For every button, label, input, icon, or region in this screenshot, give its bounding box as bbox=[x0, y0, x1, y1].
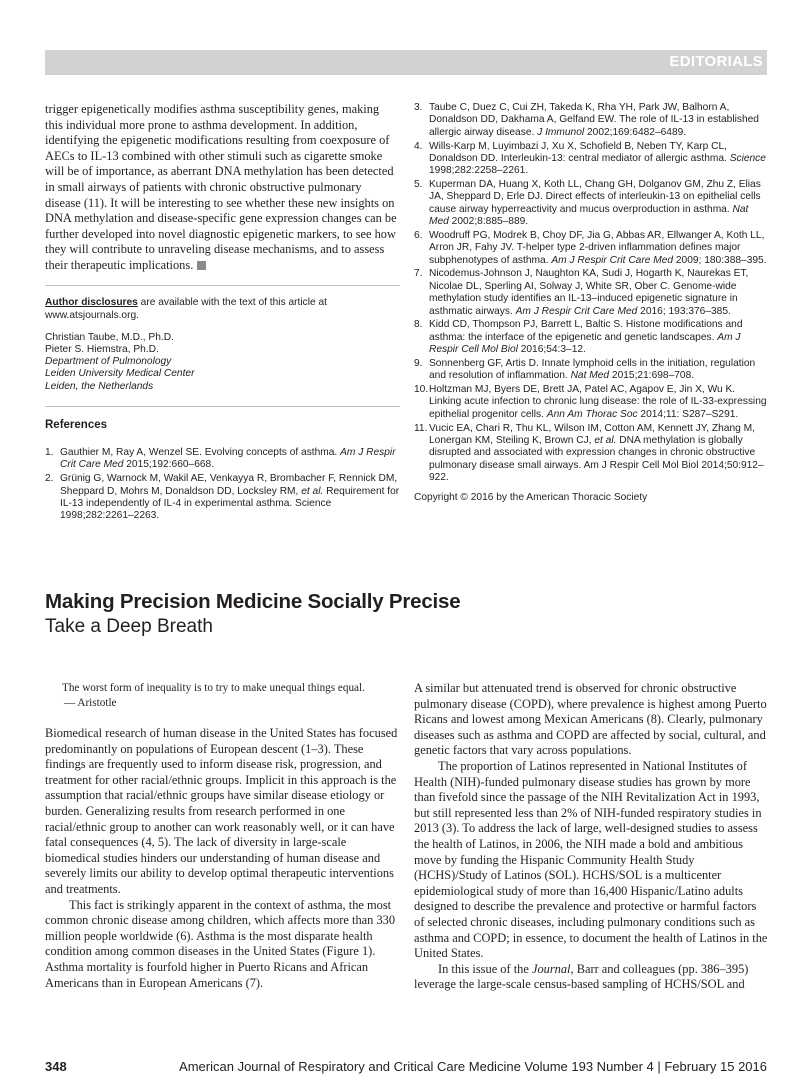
reference-text bbox=[429, 319, 743, 355]
reference-number: 10. bbox=[414, 384, 429, 396]
reference-details: DNA methylation is globally disrupted and associated with expression changes in chronic obstructive pulmonary disease small airways. Am J Respir Cell Mol Biol 2014;50:912–922. bbox=[429, 434, 764, 483]
reference-details: 2016; 193:376–385. bbox=[637, 305, 731, 317]
article-paragraph: A similar but attenuated trend is observed for chronic obstructive pulmonary disease (COPD), where prevalence is highest among Puerto Ricans and lowest among Mexican Americans (8). Clearly, pulmonary diseases such as asthma and COPD are affected by social, cultural, and genetic factors that vary across populations. bbox=[414, 681, 767, 758]
reference-authors-title: Kidd CD, Thompson PJ, Barrett L, Baltic S. Histone modifications and asthma: the interface of the epigenetic and genetic landscapes. bbox=[429, 319, 743, 343]
reference-item bbox=[414, 141, 769, 178]
reference-text bbox=[429, 179, 761, 227]
reference-authors-title: Wills-Karp M, Luyimbazi J, Xu X, Schofield B, Neben TY, Karp CL, Donaldson DD. Interleukin-13: central mediator of allergic asthma. bbox=[429, 140, 730, 164]
reference-number: 8. bbox=[414, 319, 423, 331]
journal-citation: American Journal of Respiratory and Critical Care Medicine Volume 193 Number 4 | February 15 2016 bbox=[179, 1059, 767, 1074]
reference-journal: Ann Am Thorac Soc bbox=[546, 408, 638, 420]
article-right-column bbox=[414, 681, 769, 993]
reference-details: 2014;11: S287–S291. bbox=[637, 408, 739, 420]
reference-details: 2015;192:660–668. bbox=[123, 459, 215, 471]
reference-journal: et al. bbox=[594, 434, 617, 446]
reference-details: Requirement for IL-13 independently of IL-4 in experimental asthma. Science 1998;282:2261–2263. bbox=[60, 485, 400, 522]
reference-authors-title: Gauthier M, Ray A, Wenzel SE. Evolving concepts of asthma. bbox=[60, 447, 341, 459]
reference-details: 1998;282:2258–2261. bbox=[429, 165, 529, 177]
reference-item bbox=[414, 384, 769, 421]
reference-item bbox=[414, 358, 769, 383]
reference-item bbox=[414, 423, 769, 485]
reference-text bbox=[429, 384, 767, 420]
reference-authors-title: Sonnenberg GF, Artis D. Innate lymphoid cells in the initiation, regulation and resolution of inflammation. bbox=[429, 357, 756, 382]
reference-journal: Am J Respir Crit Care Med bbox=[515, 305, 638, 317]
author-name: Christian Taube, M.D., Ph.D. bbox=[45, 331, 174, 343]
reference-number: 3. bbox=[414, 102, 423, 113]
reference-details: 2002;169:6482–6489. bbox=[584, 126, 687, 138]
reference-journal: Am J Respir Cell Mol Biol bbox=[429, 331, 741, 356]
article-paragraph: This fact is strikingly apparent in the context of asthma, the most common chronic disease among children, which affects more than 330 million people worldwide (6). Asthma is the most disparate health condition among common diseases in the United States (Figure 1). Asthma mortality is fourfold higher in Puerto Ricans and African Americans than in European Americans (7). bbox=[45, 897, 396, 990]
references-heading: References bbox=[45, 419, 108, 432]
reference-journal: Nat Med bbox=[429, 203, 749, 228]
article-paragraph bbox=[414, 962, 769, 993]
reference-journal: Am J Respir Crit Care Med bbox=[551, 254, 674, 266]
closing-paragraph bbox=[45, 102, 400, 274]
reference-details: 2015;21:698–708. bbox=[609, 370, 695, 382]
reference-text bbox=[60, 447, 396, 470]
author-institution: Leiden University Medical Center bbox=[45, 368, 195, 380]
epigraph-quote: The worst form of inequality is to try to make unequal things equal. bbox=[62, 682, 365, 694]
reference-authors-title: Vucic EA, Chari R, Thu KL, Wilson IM, Cotton AM, Kennett JY, Zhang M, Lonergan KM, Steiling K, Brown CJ, bbox=[429, 422, 755, 446]
article-paragraph: The proportion of Latinos represented in National Institutes of Health (NIH)-funded pulmonary disease studies has grown by more than fivefold since the passage of the NIH Revitalization Act in 1993, but still represented less than 2% of NIH-funded respiratory studies in 2013 (3). To address the lack of large, well-designed studies to assess the health of Latinos, in 2006, the NIH made a bold and ambitious move by funding the Hispanic Community Health Study (HCHS)/Study of Latinos (SOL). HCHS/SOL is a multicenter epidemiological study of more than 16,400 Hispanic/Latino adults designed to describe the prevalence and protective or harmful factors of selected chronic diseases, including pulmonary conditions such as asthma and COPD; in essence, to document the health of Latinos in the United States. bbox=[414, 758, 768, 961]
reference-item bbox=[414, 268, 769, 317]
author-department: Department of Pulmonology bbox=[45, 356, 172, 368]
end-of-article-marker bbox=[197, 261, 206, 270]
reference-number: 11. bbox=[414, 422, 428, 434]
reference-details: 2009; 180:388–395. bbox=[673, 254, 767, 266]
journal-name: Journal bbox=[531, 961, 571, 976]
reference-number: 4. bbox=[414, 140, 423, 152]
reference-number: 6. bbox=[414, 229, 423, 241]
article-title: Making Precision Medicine Socially Precise bbox=[45, 590, 461, 613]
reference-item bbox=[45, 447, 400, 472]
reference-text bbox=[429, 423, 764, 483]
top-left-column bbox=[45, 102, 400, 524]
author-block bbox=[45, 332, 400, 393]
reference-number: 5. bbox=[414, 179, 423, 191]
section-header-band bbox=[45, 50, 767, 75]
reference-journal: Science bbox=[729, 152, 766, 164]
closing-paragraph-text: trigger epigenetically modifies asthma susceptibility genes, making this individual more prone to asthma development. In addition, identifying the epigenetic modifications resulting from coexposure of AECs to IL-13 combined with other stimuli such as cigarette smoke will be of importance, as aberrant DNA methylation has been detected in small airways of patients with chronic obstructive pulmonary disease (11). It will be interesting to see whether these new insights on DNA methylation and disease-specific gene expression changes can be further developed into novel diagnostic epigenetic markers, to see how they will contribute to unraveling disease mechanisms, and to assess their therapeutic implications. bbox=[45, 102, 397, 272]
reference-text bbox=[429, 268, 748, 316]
reference-text bbox=[429, 358, 755, 381]
divider bbox=[45, 285, 400, 286]
reference-authors-title: Holtzman MJ, Byers DE, Brett JA, Patel AC, Agapov E, Jin X, Wu K. Linking acute infection to chronic lung disease: the role of IL-33-expressing epithelial progenitor cells. bbox=[429, 384, 767, 420]
section-label: EDITORIALS bbox=[669, 53, 763, 70]
reference-authors-title: Grünig G, Warnock M, Wakil AE, Venkayya R, Brombacher F, Rennick DM, Sheppard D, Mohrs M, Donaldson DD, Locksley RM, bbox=[60, 473, 398, 497]
reference-journal: J Immunol bbox=[537, 126, 585, 138]
divider bbox=[45, 406, 400, 407]
reference-number: 2. bbox=[45, 473, 54, 485]
reference-number: 9. bbox=[414, 357, 423, 369]
epigraph-author: — Aristotle bbox=[64, 697, 117, 709]
page-footer bbox=[45, 1059, 767, 1077]
author-disclosures-text: are available with the text of this article at www.atsjournals.org. bbox=[45, 296, 327, 321]
top-right-column bbox=[414, 102, 769, 503]
reference-authors-title: Nicodemus-Johnson J, Naughton KA, Sudi J, Hogarth K, Naurekas ET, Nicolae DL, Sperling AI, Solway J, White SR, Ober C. Genome-wide methylation study identifies an IL-13–induced epigenetic signature in asthmatic airways. bbox=[429, 268, 749, 317]
reference-item bbox=[45, 473, 400, 522]
page-number: 348 bbox=[45, 1059, 67, 1074]
reference-list-left bbox=[45, 447, 400, 523]
reference-authors-title: Woodruff PG, Modrek B, Choy DF, Jia G, Abbas AR, Ellwanger A, Koth LL, Arron JR, Fahy JV. T-helper type 2-driven inflammation defines major subphenotypes of asthma. bbox=[429, 229, 765, 266]
reference-item bbox=[414, 230, 769, 267]
epigraph bbox=[62, 681, 402, 711]
reference-item bbox=[414, 179, 769, 228]
author-disclosures-link[interactable]: Author disclosures bbox=[45, 296, 138, 308]
reference-list-right bbox=[414, 102, 769, 484]
reference-details: 2002;8:885–889. bbox=[448, 216, 529, 228]
reference-number: 1. bbox=[45, 447, 54, 459]
reference-journal: Nat Med bbox=[570, 370, 610, 382]
reference-text bbox=[429, 141, 766, 177]
reference-authors-title: Kuperman DA, Huang X, Koth LL, Chang GH, Dolganov GM, Zhu Z, Elias JA, Sheppard D, Erle DJ. Direct effects of interleukin-13 on epithelial cells cause airway hyperreactivity and mucus overproduction in asthma. bbox=[429, 179, 761, 215]
author-disclosures bbox=[45, 296, 400, 322]
reference-text bbox=[429, 102, 759, 138]
reference-authors-title: Taube C, Duez C, Cui ZH, Takeda K, Rha YH, Park JW, Balhorn A, Donaldson DD, Dakhama A, Gelfand EW. The role of IL-13 in established allergic airway disease. bbox=[429, 102, 759, 138]
article-left-column bbox=[45, 726, 400, 991]
copyright: Copyright © 2016 by the American Thoracic Society bbox=[414, 492, 648, 504]
reference-number: 7. bbox=[414, 268, 423, 280]
article-subtitle: Take a Deep Breath bbox=[45, 616, 213, 637]
reference-journal: Am J Respir Crit Care Med bbox=[60, 447, 396, 471]
reference-details: 2016;54:3–12. bbox=[517, 344, 586, 356]
reference-item bbox=[414, 102, 769, 139]
reference-text bbox=[60, 473, 399, 521]
reference-journal: et al. bbox=[301, 485, 324, 497]
author-city: Leiden, the Netherlands bbox=[45, 380, 154, 392]
reference-text bbox=[429, 230, 767, 266]
author-name: Pieter S. Hiemstra, Ph.D. bbox=[45, 343, 159, 355]
article-paragraph: Biomedical research of human disease in the United States has focused predominantly on populations of European descent (1–3). These findings are frequently used to inform disease risk, progression, and treatment for other racial/ethnic groups. Implicit in this approach is the assumption that racial/ethnic groups have similar disease etiology or burden. Generalizing results from research performed in one racial/ethnic group to another can work reasonably well, or it can have fatal consequences (4, 5). The lack of diversity in large-scale biomedical studies hinders our understanding of human disease and severely limits our ability to develop optimal therapeutic interventions and treatments. bbox=[45, 726, 398, 896]
reference-item bbox=[414, 319, 769, 356]
paragraph-text: , Barr and colleagues (pp. 386–395) leverage the large-scale census-based sampling of HCHS/SOL and bbox=[414, 961, 749, 992]
paragraph-text: In this issue of the bbox=[438, 961, 532, 976]
